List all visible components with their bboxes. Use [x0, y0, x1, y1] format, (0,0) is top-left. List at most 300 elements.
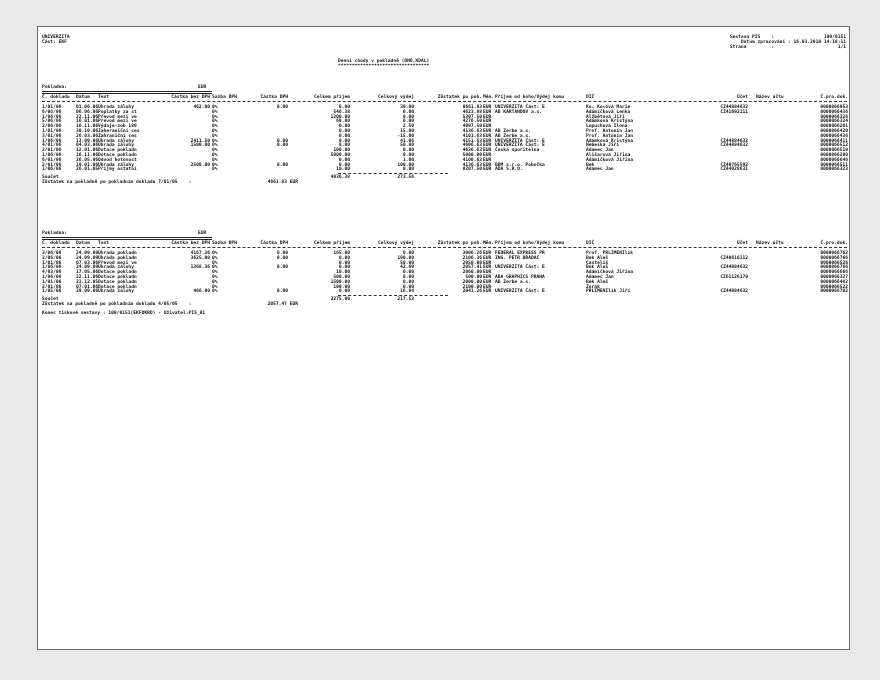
account-name-cell: 0000066436	[820, 133, 848, 139]
income-cell: 0.00	[338, 138, 350, 144]
person-cell: Prof. Antonín Jan	[586, 133, 634, 139]
org-name: UNIVERZITA	[42, 35, 70, 40]
report-footer: Konec tiskové sestavy : 100/0151(EKFOKRD) - Uživatel:PIS_01	[42, 311, 206, 317]
column-header: Účet	[736, 241, 748, 246]
income-cell: 0.00	[338, 289, 350, 295]
income-cell: 0.00	[338, 105, 350, 110]
tax-id-cell: CZ44884632	[720, 143, 748, 149]
person-cell: Bek Aleš	[586, 279, 609, 285]
column-header: DIČ	[586, 95, 595, 100]
income-cell: 0.00	[338, 124, 350, 130]
doc-number-cell: 1/06/06	[42, 275, 62, 280]
person-cell: Adamec Jan	[586, 275, 614, 280]
account-name-cell: 0000066510	[820, 148, 848, 154]
income-cell: 10.00	[336, 167, 350, 173]
income-cell: 0.00	[338, 255, 350, 261]
amount-net-cell: 2411.50	[190, 138, 210, 144]
doc-date-cell: 17.05.06	[76, 270, 99, 276]
vat-rate-cell: 0%	[212, 138, 218, 144]
vat-rate-cell: 0%	[212, 119, 218, 125]
column-header: Název účtu	[756, 95, 784, 100]
account-name-cell: 0000066323	[820, 167, 848, 173]
doc-date-cell: 16.01.06	[76, 119, 99, 125]
partner-cell: ING. PETR BRADAC	[495, 255, 540, 261]
expense-cell: 15.00	[400, 129, 414, 134]
person-cell: Prof. PRLIMENIlík	[586, 251, 634, 256]
vat-amount-cell: 0.00	[276, 162, 288, 168]
doc-text-cell: Poplatky za st	[98, 109, 137, 115]
rule-line	[42, 247, 847, 248]
column-header: Celkem příjem	[314, 241, 350, 246]
vat-amount-cell: 0.00	[276, 251, 288, 256]
rule-line	[42, 91, 212, 92]
doc-text-cell: Dotace pokladn	[98, 284, 137, 290]
income-cell: 0.00	[338, 129, 350, 134]
doc-text-cell: Dotace pokladn	[98, 279, 137, 285]
doc-text-cell: Úhrada pokladn	[98, 251, 137, 256]
cashbox-label: Pokladna:	[42, 85, 67, 90]
doc-number-cell: 4/03/06	[42, 270, 62, 276]
partner-cell: FEDERAL EXPRESS PR	[495, 251, 545, 256]
expense-cell: 50.00	[400, 260, 414, 266]
doc-number-cell: 2/01/06	[42, 162, 62, 168]
doc-text-cell: Zahraniční ces	[98, 133, 137, 139]
person-cell: Zorák	[586, 284, 600, 290]
currency-cell: EUR	[483, 148, 492, 154]
doc-date-cell: 16.11.06	[76, 153, 99, 158]
person-cell: Bek Aleš	[586, 265, 609, 271]
currency-cell: EUR	[483, 133, 492, 139]
vat-rate-cell: 0%	[212, 167, 218, 173]
balance-cell: 4151.63	[462, 138, 482, 144]
partner-cell: UNIVERZITA Část: E	[495, 143, 545, 149]
account-name-cell: 0000066436	[820, 109, 848, 115]
expense-cell: 39.00	[400, 105, 414, 110]
doc-date-cell: 26.05.06	[76, 157, 99, 163]
tax-id-cell: CZ61126170	[720, 275, 748, 280]
vat-rate-cell: 0%	[212, 275, 218, 280]
income-cell: 0.00	[338, 133, 350, 139]
cashbox-currency: EUR	[198, 231, 207, 236]
tax-id-cell: CZ44884632	[720, 138, 748, 144]
income-cell: 0.00	[338, 157, 350, 163]
balance-cell: 4606.63	[462, 143, 482, 149]
vat-rate-cell: 0%	[212, 143, 218, 149]
account-name-cell: 0000066411	[820, 138, 848, 144]
column-header: Částka bez DPH	[171, 95, 210, 100]
doc-number-cell: 4/01/06	[42, 143, 62, 149]
currency-cell: EUR	[483, 279, 492, 285]
doc-number-cell: 5/06/06	[42, 119, 62, 125]
currency-cell: EUR	[483, 129, 492, 134]
column-header: Příjem od koho/Výdej komu	[495, 95, 565, 100]
vat-rate-cell: 0%	[212, 124, 218, 130]
doc-number-cell: 1/01/06	[42, 260, 62, 266]
doc-number-cell: 2/06/06	[42, 124, 62, 130]
expense-cell: 0.00	[402, 153, 414, 158]
income-cell: 0.00	[338, 162, 350, 168]
income-cell: 165.00	[333, 251, 350, 256]
person-cell: Adámíčková Lenka	[586, 109, 631, 115]
income-cell: 0.00	[338, 265, 350, 271]
partner-cell: AB Zerbe a.s.	[495, 129, 531, 134]
expense-cell: 2.50	[402, 124, 414, 130]
income-cell: 500.00	[333, 275, 350, 280]
vat-rate-cell: 0%	[212, 153, 218, 158]
balance-cell: 2050.00	[462, 260, 482, 266]
doc-date-cell: 26.03.06	[76, 133, 99, 139]
balance-cell: 2000.00	[462, 279, 482, 285]
person-cell: Adámíčková Jiřina	[586, 157, 634, 163]
expense-cell: 16.64	[400, 289, 414, 295]
currency-cell: EUR	[483, 105, 492, 110]
expense-cell: 100.00	[397, 162, 414, 168]
doc-text-cell: Dotace pokladn	[98, 153, 137, 158]
vat-amount-cell: 0.00	[276, 143, 288, 149]
income-cell: 69.00	[336, 119, 350, 125]
balance-cell: 4100.63	[462, 157, 482, 163]
balance-cell: 2041.26	[462, 289, 482, 295]
tax-id-cell: CZ44884632	[720, 289, 748, 295]
income-cell: 0.00	[338, 260, 350, 266]
column-header: Celkový výdej	[378, 95, 414, 100]
vat-rate-cell: 0%	[212, 289, 218, 295]
doc-date-cell: 07.01.06	[76, 284, 99, 290]
account-name-cell: 0000066526	[820, 260, 848, 266]
doc-number-cell: 1/01/06	[42, 279, 62, 285]
column-header: Zůstatek po poh.	[437, 241, 482, 246]
column-header: Č.pro.dok.	[820, 241, 848, 246]
doc-number-cell: 1/06/06	[42, 167, 62, 173]
column-header: Měn.	[483, 95, 495, 100]
expense-cell: 0.00	[402, 167, 414, 173]
income-cell: 5000.00	[330, 153, 350, 158]
doc-text-cell: Úhrada pokladn	[98, 255, 137, 261]
income-cell: 0.00	[338, 143, 350, 149]
doc-date-cell: 13.09.06	[76, 138, 99, 144]
column-header: Příjem od koho/Výdej komu	[495, 241, 565, 246]
currency-cell: EUR	[483, 138, 492, 144]
expense-cell: 41.06	[400, 138, 414, 144]
account-name-cell: 0000066511	[820, 162, 848, 168]
column-header: Částka DPH	[260, 241, 288, 246]
balance-cell: 500.00	[465, 275, 482, 280]
doc-text-cell: Dotace pokladn	[98, 275, 137, 280]
currency-cell: EUR	[483, 109, 492, 115]
balance-cell: 2060.00	[462, 270, 482, 276]
vat-rate-cell: 0%	[212, 265, 218, 271]
currency-cell: EUR	[483, 167, 492, 173]
account-name-cell: 0000066953	[820, 105, 848, 110]
tax-id-cell: CZ44884632	[720, 105, 748, 110]
expense-cell: 100.00	[397, 255, 414, 261]
column-header: Celkem příjem	[314, 95, 350, 100]
vat-amount-cell: 0.00	[276, 138, 288, 144]
tax-id-cell: CZ40616112	[720, 255, 748, 261]
tax-id-cell: CZ44884632	[720, 265, 748, 271]
person-cell: Lopuchová Ilona	[586, 124, 628, 130]
vat-amount-cell: 0.00	[276, 265, 288, 271]
rule-line	[42, 237, 212, 238]
column-header: Sazba DPH	[212, 241, 237, 246]
vat-rate-cell: 0%	[212, 129, 218, 134]
currency-cell: EUR	[483, 284, 492, 290]
person-cell: Adámková Kristýna	[586, 119, 634, 125]
expense-cell: -15.00	[397, 133, 414, 139]
currency-cell: EUR	[483, 251, 492, 256]
amount-net-cell: 2500.00	[190, 162, 210, 168]
doc-date-cell: 24.09.09	[76, 255, 99, 261]
column-header: Měn.	[483, 241, 495, 246]
sum-label: Součet	[42, 297, 59, 303]
account-name-cell: 0000066324	[820, 119, 848, 125]
column-header: Text	[98, 241, 110, 246]
report-meta-line: Sestava PIS : 100/0151	[729, 35, 846, 40]
balance-value: 2057.47 EUR	[267, 302, 298, 308]
doc-number-cell: 6/06/06	[42, 109, 62, 115]
doc-date-cell: 04.03.06	[76, 143, 99, 149]
balance-label: Zůstatek na pokladně po pokladním dokladu 4/05/05 :	[42, 302, 192, 308]
doc-text-cell: Úhrada zálohy	[98, 143, 134, 149]
partner-cell: Česká spořitelna	[495, 148, 540, 154]
doc-text-cell: Zaheraniční ces	[98, 129, 140, 134]
vat-rate-cell: 0%	[212, 109, 218, 115]
doc-date-cell: 30.10.06	[76, 129, 99, 134]
column-header: Datum	[76, 95, 90, 100]
doc-number-cell: 3/01/06	[42, 133, 62, 139]
amount-net-cell: 462.00	[193, 105, 210, 110]
rule-line	[42, 239, 212, 240]
expense-cell: 0.00	[402, 114, 414, 120]
cashbox-label: Pokladna:	[42, 231, 67, 236]
person-cell: Adámková Kristýna	[586, 138, 634, 144]
doc-date-cell: 24.09.09	[76, 251, 99, 256]
account-name-cell: 0000066201	[820, 124, 848, 130]
account-name-cell: 0000066766	[820, 265, 848, 271]
balance-value: 4661.83 EUR	[267, 180, 298, 186]
partner-cell: AB Zerbe a.s.	[495, 133, 531, 139]
partner-cell: ADA S.R.O.	[495, 167, 523, 173]
person-cell: Adámíčková Jiřina	[586, 270, 634, 276]
expense-cell: 0.00	[402, 109, 414, 115]
column-header: Č.pro.dok.	[820, 95, 848, 100]
vat-amount-cell: 0.00	[276, 105, 288, 110]
report-page	[37, 26, 850, 650]
sum-expense: 273.56	[397, 175, 414, 181]
expense-cell: 0.00	[402, 275, 414, 280]
expense-cell: 0.00	[402, 284, 414, 290]
amount-net-cell: 1368.36	[190, 265, 210, 271]
account-name-cell: 0000066522	[820, 284, 848, 290]
report-meta-line: Strana : 1/1	[729, 45, 846, 50]
balance-cell: 8207.50	[462, 167, 482, 173]
expense-cell: 0.00	[402, 279, 414, 285]
doc-number-cell: 1/01/06	[42, 105, 62, 110]
doc-date-cell: 22.11.06	[76, 114, 99, 120]
column-header: Sazba DPH	[212, 95, 237, 100]
tax-id-cell: CZ40765592	[720, 162, 748, 168]
vat-rate-cell: 0%	[212, 114, 218, 120]
vat-rate-cell: 0%	[212, 157, 218, 163]
currency-cell: EUR	[483, 275, 492, 280]
doc-date-cell: 06.06.06	[76, 109, 99, 115]
person-cell: Castelíš	[586, 260, 609, 266]
doc-text-cell: Úhrada zálohy	[98, 265, 134, 271]
sum-expense: 217.53	[397, 297, 414, 303]
account-name-cell: 0000066702	[820, 289, 848, 295]
partner-cell: UNIVERZITA Část: E	[495, 105, 545, 110]
partner-cell: UNIVERZITA Část: E	[495, 138, 545, 144]
currency-cell: EUR	[483, 270, 492, 276]
doc-number-cell: 1/01/06	[42, 129, 62, 134]
doc-number-cell: 2/01/06	[42, 284, 62, 290]
doc-text-cell: Odvod hotovost	[98, 157, 137, 163]
person-cell: Ko. Ko<ová Marie	[586, 105, 631, 110]
sum-income: 4936.38	[330, 175, 350, 181]
doc-number-cell: 1/05/06	[42, 289, 62, 295]
column-header: Zůstatek po poh.	[437, 95, 482, 100]
currency-cell: EUR	[483, 143, 492, 149]
balance-cell: 4101.63	[462, 133, 482, 139]
vat-rate-cell: 0%	[212, 251, 218, 256]
doc-text-cell: Úhrada zálohy	[98, 162, 134, 168]
vat-rate-cell: 0%	[212, 255, 218, 261]
vat-rate-cell: 0%	[212, 270, 218, 276]
report-title: Denní chody v pokladně (DNO,KDAL)	[338, 59, 430, 64]
vat-amount-cell: 0.00	[276, 255, 288, 261]
rule-line	[338, 295, 448, 296]
report-title-underline: *********************************	[338, 64, 430, 69]
doc-date-cell: 26.01.05	[76, 167, 99, 173]
balance-cell: 4623.88	[462, 109, 482, 115]
doc-number-cell: 6/01/06	[42, 157, 62, 163]
doc-number-cell: 3/06/06	[42, 251, 62, 256]
doc-text-cell: Převod mezi ve	[98, 260, 137, 266]
column-header: Celkový výdej	[378, 241, 414, 246]
account-name-cell: 0000066420	[820, 129, 848, 134]
account-name-cell: 0000066766	[820, 255, 848, 261]
account-name-cell: 0000066512	[820, 143, 848, 149]
vat-rate-cell: 0%	[212, 148, 218, 154]
vat-amount-cell: 0.00	[276, 289, 288, 295]
doc-text-cell: Úhrada zálohy	[98, 138, 134, 144]
balance-cell: 2106.36	[462, 255, 482, 261]
column-header: DIČ	[586, 241, 595, 246]
rule-line	[42, 93, 212, 94]
partner-cell: AB Zerbe a.s.	[495, 279, 531, 285]
balance-label: Zůstatek na pokladně po pokladním dokladu 7/01/05 :	[42, 180, 192, 186]
account-name-cell: 0000066646	[820, 157, 848, 163]
currency-cell: EUR	[483, 265, 492, 271]
currency-cell: EUR	[483, 153, 492, 158]
person-cell: Bek Aleš	[586, 255, 609, 261]
doc-date-cell: 22.11.06	[76, 275, 99, 280]
doc-text-cell: Úhrada zálohy	[98, 289, 134, 295]
doc-text-cell: Převod mezi ve	[98, 114, 137, 120]
person-cell: Prof. Antonín Jan	[586, 129, 634, 134]
doc-date-cell: 24.09.09	[76, 265, 99, 271]
person-cell: Ališarová Jiřina	[586, 153, 631, 158]
expense-cell: 0.00	[402, 119, 414, 125]
partner-cell: AB KARTANDOV a.s.	[495, 109, 543, 115]
doc-date-cell: 07.03.06	[76, 260, 99, 266]
income-cell: 1200.00	[330, 114, 350, 120]
income-cell: 10.00	[336, 270, 350, 276]
amount-net-cell: 3625.00	[190, 255, 210, 261]
expense-cell: 0.00	[402, 148, 414, 154]
amount-net-cell: 1500.00	[190, 143, 210, 149]
account-name-cell: 0000066666	[820, 270, 848, 276]
balance-cell: 5000.00	[462, 153, 482, 158]
vat-rate-cell: 0%	[212, 279, 218, 285]
partner-cell: BBM s.r.o. Pobočka	[495, 162, 545, 168]
doc-date-cell: 12.01.06	[76, 148, 99, 154]
income-cell: 100.00	[333, 284, 350, 290]
doc-number-cell: 1/06/06	[42, 265, 62, 271]
currency-cell: EUR	[483, 119, 492, 125]
income-cell: 1500.00	[330, 279, 350, 285]
doc-text-cell: Výdaje-zob 189	[98, 124, 137, 130]
currency-cell: EUR	[483, 162, 492, 168]
person-cell: PRLIMENIlík Jiří	[586, 289, 631, 295]
rule-line	[338, 173, 448, 174]
income-cell: 546.38	[333, 109, 350, 115]
column-header: Částka bez DPH	[171, 241, 210, 246]
balance-cell: 8661.83	[462, 105, 482, 110]
doc-date-cell: 29.09.06	[76, 289, 99, 295]
doc-text-cell: Dotace pokladn	[98, 148, 137, 154]
doc-number-cell: 1/06/06	[42, 138, 62, 144]
balance-cell: 2100.00	[462, 284, 482, 290]
currency-cell: EUR	[483, 255, 492, 261]
balance-cell: 4636.63	[462, 148, 482, 154]
tax-id-cell: CZ44028631	[720, 167, 748, 173]
person-cell: Adamec Jan	[586, 167, 614, 173]
person-cell: Alžbětová Jiří	[586, 114, 625, 120]
account-name-cell: 0000066482	[820, 279, 848, 285]
doc-text-cell: Dotace pokladn	[98, 270, 137, 276]
column-header: Text	[98, 95, 110, 100]
amount-net-cell: 4167.36	[190, 251, 210, 256]
cashbox-currency: EUR	[198, 85, 207, 90]
account-name-cell: 0000066762	[820, 251, 848, 256]
balance-cell: 4136.63	[462, 129, 482, 134]
balance-cell: 3006.26	[462, 251, 482, 256]
account-name-cell: 0000066327	[820, 275, 848, 280]
doc-date-cell: 16.11.06	[76, 124, 99, 130]
doc-text-cell: Převod mezi ve	[98, 119, 137, 125]
tax-id-cell: CZ41692111	[720, 109, 748, 115]
column-header: Účet	[736, 95, 748, 100]
doc-date-cell: 19.01.06	[76, 162, 99, 168]
amount-net-cell: 466.00	[193, 289, 210, 295]
balance-cell: 4136.63	[462, 162, 482, 168]
expense-cell: 42.69	[400, 265, 414, 271]
doc-number-cell: 1/06/06	[42, 114, 62, 120]
currency-cell: EUR	[483, 260, 492, 266]
sum-label: Součet	[42, 175, 59, 181]
doc-number-cell: 1/06/06	[42, 153, 62, 158]
income-cell: 100.00	[333, 148, 350, 154]
rule-line	[42, 101, 847, 102]
partner-cell: UNIVERZITA Část: E	[495, 289, 545, 295]
currency-cell: EUR	[483, 114, 492, 120]
currency-cell: EUR	[483, 289, 492, 295]
vat-rate-cell: 0%	[212, 162, 218, 168]
column-header: Č. dokladu	[42, 95, 70, 100]
partner-cell: UNIVERZITA Část: E	[495, 265, 545, 271]
person-cell: Nebeská Jiří	[586, 143, 620, 149]
